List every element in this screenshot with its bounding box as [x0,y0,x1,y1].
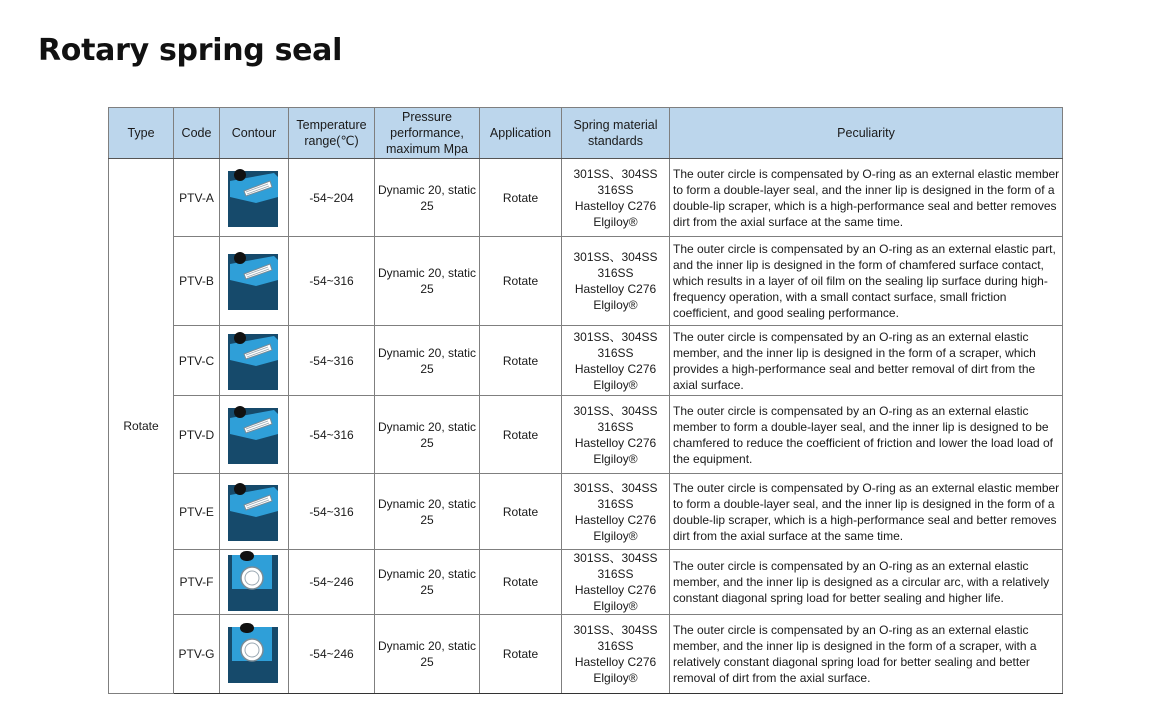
table-row [109,326,1063,396]
application-cell: Rotate [480,326,562,396]
code-cell: PTV-F [174,550,220,615]
pressure-cell: Dynamic 20, static 25 [375,237,480,326]
contour-cell [220,550,289,615]
spring-material: Elgiloy® [593,671,638,685]
peculiarity-cell: The outer circle is compensated by an O-ring as an external elastic member, and the inner lip is designed in the form of a scraper, which provides a high-performance seal and better removal of dirt from the axial surface. [670,326,1063,396]
header-type: Type [109,108,174,159]
spring-cell [562,474,670,550]
spring-material: 301SS、304SS [573,480,658,495]
code-cell: PTV-A [174,159,220,237]
spring-material: 316SS [597,419,634,434]
code-cell: PTV-G [174,615,220,694]
contour-cell [220,159,289,237]
table-row [109,237,1063,326]
pressure-cell: Dynamic 20, static 25 [375,550,480,615]
spring-material: Hastelloy C276 [574,435,657,450]
header-peculiarity: Peculiarity [670,108,1063,159]
temperature-cell: -54~316 [289,326,375,396]
table-row [109,550,1063,615]
peculiarity-cell: The outer circle is compensated by O-ring as an external elastic member to form a double-layer seal, and the inner lip is designed in the form of a double-lip scraper, which is a high-performance seal and better removes dirt from the axial surface at the same time. [670,474,1063,550]
code-cell: PTV-D [174,396,220,474]
page-title: Rotary spring seal [38,33,343,68]
spring-material: 316SS [597,345,634,360]
peculiarity-cell: The outer circle is compensated by an O-ring as an external elastic member, and the inner lip is designed in the form of a scraper, with a relatively constant diagonal spring load for better sealing and better removal of dirt from the axial surface. [670,615,1063,694]
header-code: Code [174,108,220,159]
temperature-cell: -54~316 [289,474,375,550]
spring-material: 301SS、304SS [573,250,658,264]
spring-material: 301SS、304SS [573,329,658,344]
spring-cell [562,615,670,694]
rotary-seal-table [108,107,1063,694]
seal-profile-icon [226,551,282,613]
spring-material: Elgiloy® [593,377,638,392]
contour-cell [220,615,289,694]
application-cell: Rotate [480,550,562,615]
seal-profile-icon [226,167,282,229]
table-header-row [109,108,1063,159]
table-row [109,615,1063,694]
code-cell: PTV-C [174,326,220,396]
contour-cell [220,326,289,396]
pressure-cell: Dynamic 20, static 25 [375,159,480,237]
spring-cell [562,550,670,615]
peculiarity-cell: The outer circle is compensated by an O-ring as an external elastic part, and the inner lip is designed in the form of chamfered surface contact, which results in a layer of oil film on the sealing lip surface during high-frequency operation, with a small contact surface, small friction coefficient, and good sealing performance. [670,237,1063,326]
application-cell: Rotate [480,237,562,326]
spring-material: Hastelloy C276 [574,361,657,376]
spring-material: Hastelloy C276 [574,655,657,669]
spring-material: 316SS [597,567,634,581]
application-cell: Rotate [480,615,562,694]
spring-material: 301SS、304SS [573,623,658,637]
seal-profile-icon [226,404,282,466]
spring-cell [562,326,670,396]
peculiarity-cell: The outer circle is compensated by O-ring as an external elastic member to form a double-layer seal, and the inner lip is designed in the form of a double-lip scraper, which is a high-performance seal and better removes dirt from the axial surface at the same time. [670,159,1063,237]
spring-material: Hastelloy C276 [574,512,657,527]
seal-profile-icon [226,250,282,312]
seal-profile-icon [226,481,282,543]
table-row [109,474,1063,550]
type-cell: Rotate [109,159,174,694]
spring-material: 316SS [597,496,634,511]
spring-material: 316SS [597,639,634,653]
spring-material: Hastelloy C276 [574,198,657,213]
spring-material: 316SS [597,266,634,280]
pressure-cell: Dynamic 20, static 25 [375,326,480,396]
header-temperature: Temperature range(℃) [289,108,375,159]
spring-material: Elgiloy® [593,451,638,466]
temperature-cell: -54~316 [289,396,375,474]
application-cell: Rotate [480,474,562,550]
seal-profile-icon [226,330,282,392]
code-cell: PTV-E [174,474,220,550]
spring-material: Elgiloy® [593,599,638,613]
peculiarity-cell: The outer circle is compensated by an O-ring as an external elastic member, and the inner lip is designed as a circular arc, with a relatively constant diagonal spring load for better sealing and higher life. [670,550,1063,615]
code-cell: PTV-B [174,237,220,326]
spring-material: Elgiloy® [593,298,638,312]
contour-cell [220,237,289,326]
pressure-cell: Dynamic 20, static 25 [375,474,480,550]
temperature-cell: -54~316 [289,237,375,326]
header-application: Application [480,108,562,159]
table-row [109,396,1063,474]
spring-material: 301SS、304SS [573,403,658,418]
spring-material: Hastelloy C276 [574,282,657,296]
contour-cell [220,396,289,474]
contour-cell [220,474,289,550]
temperature-cell: -54~246 [289,615,375,694]
spring-cell [562,159,670,237]
header-contour: Contour [220,108,289,159]
table-row [109,159,1063,237]
seal-profile-icon [226,623,282,685]
temperature-cell: -54~246 [289,550,375,615]
spring-material: Hastelloy C276 [574,583,657,597]
header-spring: Spring material standards [562,108,670,159]
temperature-cell: -54~204 [289,159,375,237]
spring-cell [562,396,670,474]
pressure-cell: Dynamic 20, static 25 [375,615,480,694]
application-cell: Rotate [480,396,562,474]
application-cell: Rotate [480,159,562,237]
header-pressure: Pressure performance, maximum Mpa [375,108,480,159]
peculiarity-cell: The outer circle is compensated by an O-ring as an external elastic member to form a double-layer seal, and the inner lip is designed to be chamfered to reduce the coefficient of friction and lower the load load of the equipment. [670,396,1063,474]
pressure-cell: Dynamic 20, static 25 [375,396,480,474]
spring-cell [562,237,670,326]
spring-material: 316SS [597,182,634,197]
spring-material: 301SS、304SS [573,551,658,565]
spring-material: Elgiloy® [593,214,638,229]
spring-material: Elgiloy® [593,528,638,543]
spring-material: 301SS、304SS [573,166,658,181]
